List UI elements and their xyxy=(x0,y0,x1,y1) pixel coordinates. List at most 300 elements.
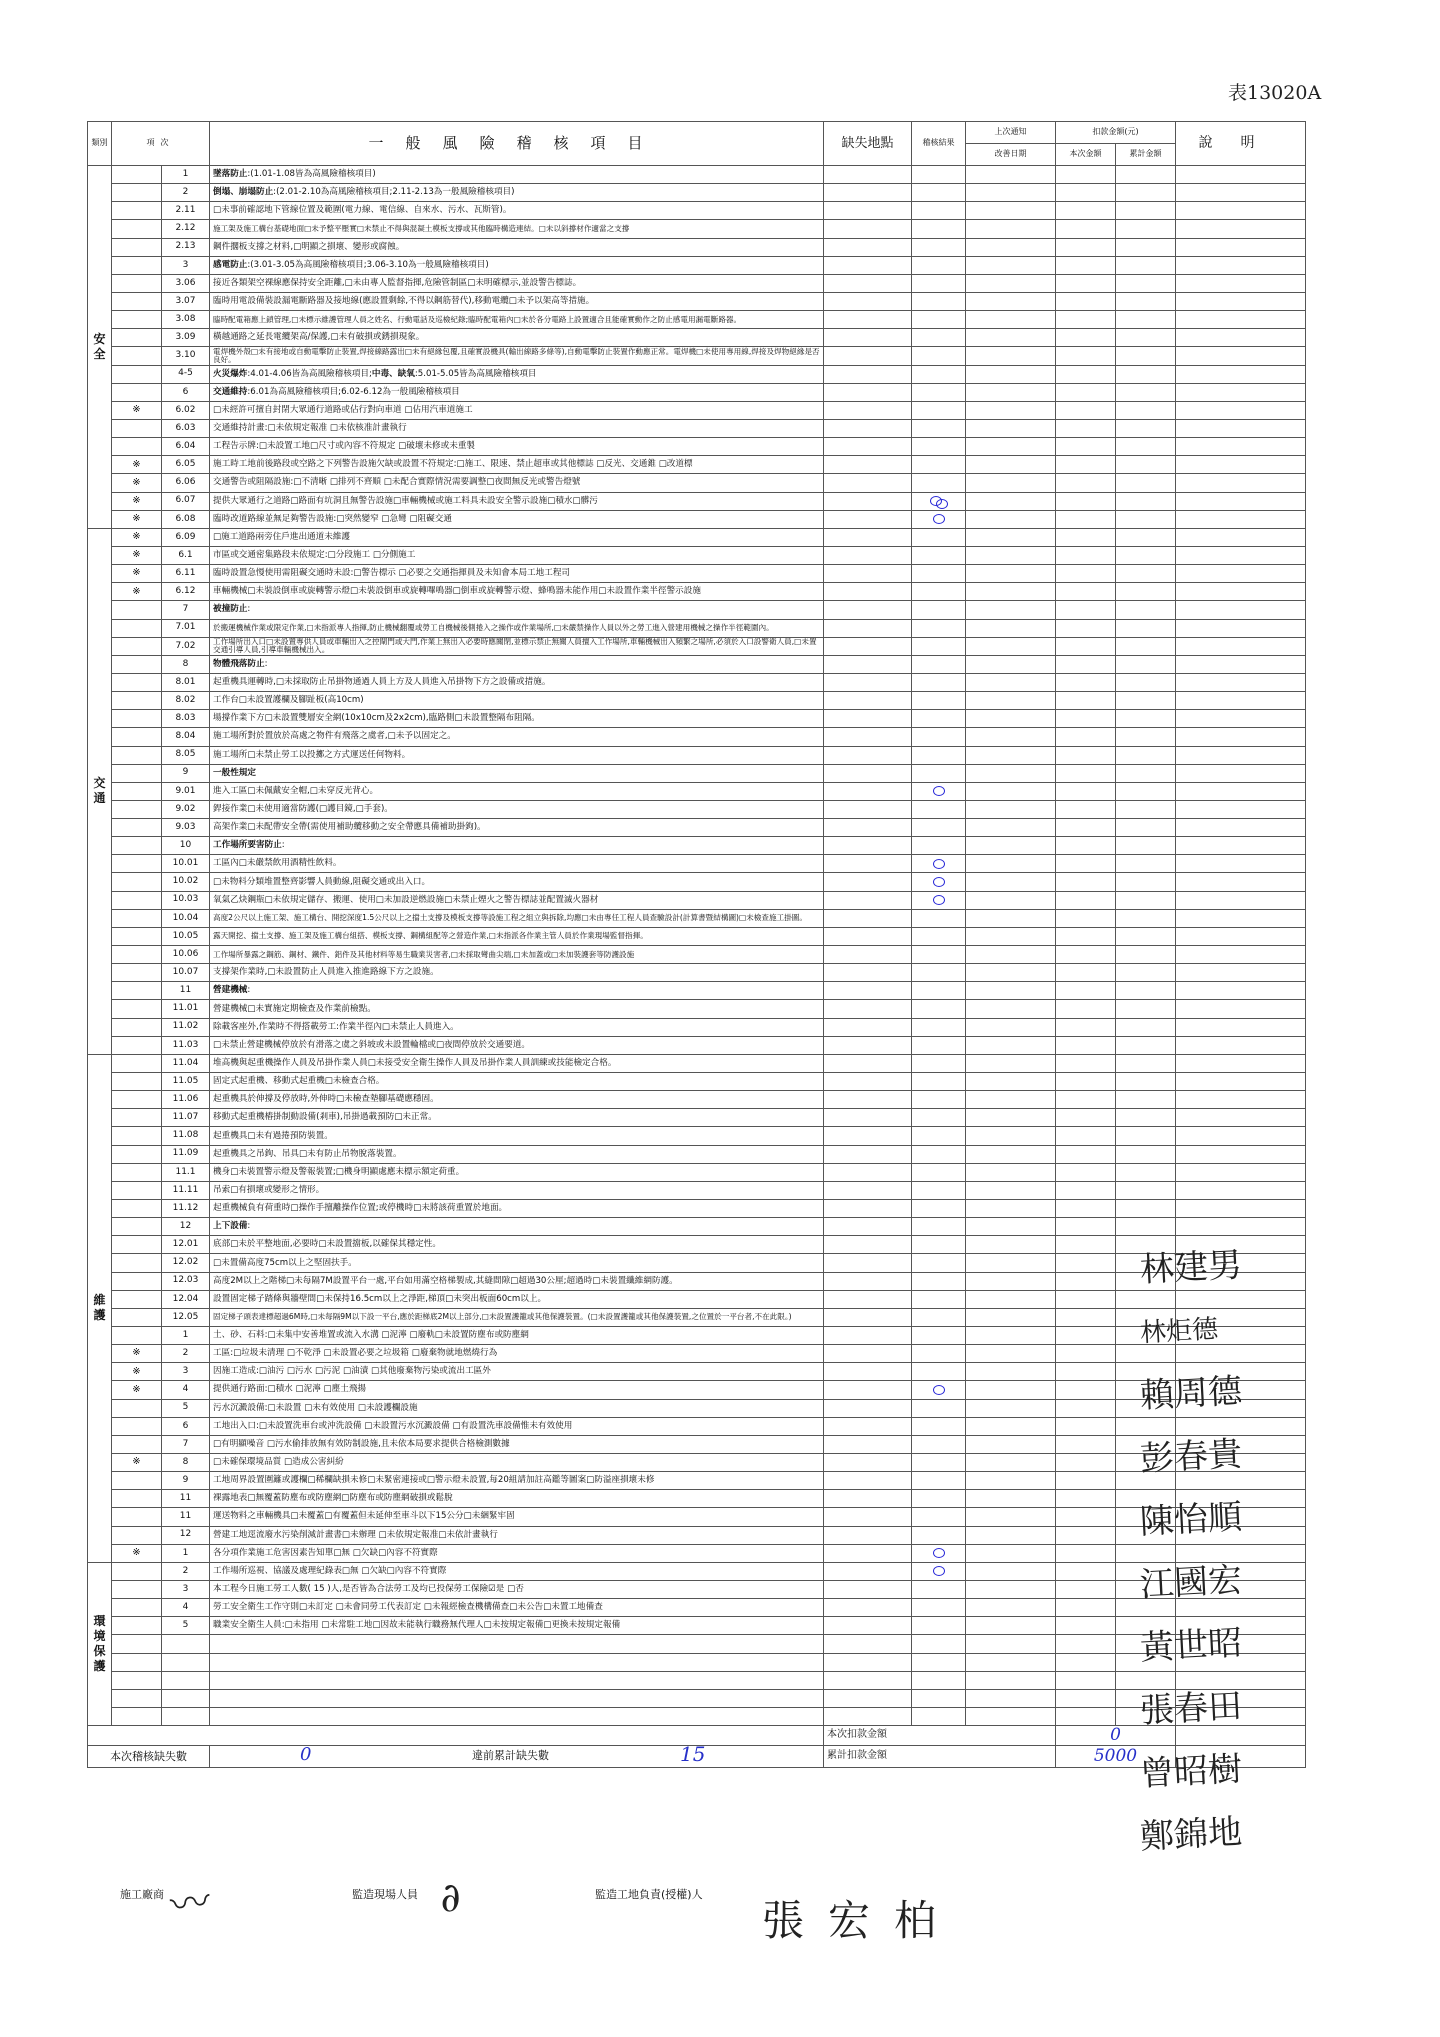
cumulative-defects-label: 違前累計缺失數 xyxy=(472,1749,549,1763)
audit-result-cell xyxy=(912,329,966,347)
total-amount-cell xyxy=(1116,1036,1176,1054)
description-cell xyxy=(1176,728,1306,746)
description-cell xyxy=(1176,456,1306,474)
improve-date-cell xyxy=(966,619,1056,637)
improve-date-cell xyxy=(966,1435,1056,1453)
audit-row xyxy=(88,565,1306,583)
audit-row xyxy=(88,347,1306,365)
contractor-signature-icon: 〰 xyxy=(167,1878,214,1930)
audit-row xyxy=(88,202,1306,220)
audit-result-cell xyxy=(912,728,966,746)
missing-location-cell xyxy=(824,1073,912,1091)
header-this-amount: 本次金額 xyxy=(1056,144,1116,166)
category-label: 安 全 xyxy=(88,166,112,529)
this-amount-cell xyxy=(1056,456,1116,474)
audit-row xyxy=(88,1490,1306,1508)
audit-result-cell xyxy=(912,1635,966,1653)
audit-row xyxy=(88,311,1306,329)
key-mark xyxy=(112,692,162,710)
missing-location-cell xyxy=(824,256,912,274)
item-number: 12 xyxy=(162,1218,210,1236)
audit-row xyxy=(88,274,1306,292)
item-number: 11.05 xyxy=(162,1073,210,1091)
item-number: 11.04 xyxy=(162,1054,210,1072)
audit-row xyxy=(88,546,1306,564)
audit-result-cell xyxy=(912,819,966,837)
missing-location-cell xyxy=(824,1036,912,1054)
description-cell xyxy=(1176,1109,1306,1127)
total-amount-cell xyxy=(1116,220,1176,238)
total-amount-cell xyxy=(1116,728,1176,746)
audit-row xyxy=(88,964,1306,982)
improve-date-cell xyxy=(966,583,1056,601)
item-number: 11.1 xyxy=(162,1163,210,1181)
audit-row xyxy=(88,1254,1306,1272)
missing-location-cell xyxy=(824,1109,912,1127)
total-amount-cell xyxy=(1116,1163,1176,1181)
key-mark: ※ xyxy=(112,456,162,474)
this-amount-cell xyxy=(1056,891,1116,909)
header-deduct: 扣款金額(元) xyxy=(1056,122,1176,144)
key-mark xyxy=(112,1163,162,1181)
audit-row xyxy=(88,1580,1306,1598)
category-label: 交 通 xyxy=(88,528,112,1054)
description-cell xyxy=(1176,637,1306,655)
this-amount-cell xyxy=(1056,1327,1116,1345)
item-number: 4 xyxy=(162,1381,210,1399)
missing-location-cell xyxy=(824,1290,912,1308)
audit-row xyxy=(88,419,1306,437)
description-cell xyxy=(1176,692,1306,710)
key-mark xyxy=(112,1599,162,1617)
key-mark xyxy=(112,365,162,383)
item-text: □未禁止營建機械停放於有滑落之虞之斜坡或未設置輪檔或□夜間停放於交通要道。 xyxy=(210,1036,824,1054)
this-amount-cell xyxy=(1056,565,1116,583)
audit-form-table xyxy=(87,121,1306,1768)
key-mark xyxy=(112,673,162,691)
key-mark xyxy=(112,1054,162,1072)
this-amount-cell xyxy=(1056,746,1116,764)
signature-3: 賴周德 xyxy=(1139,1371,1243,1417)
audit-row xyxy=(88,1145,1306,1163)
this-amount-cell xyxy=(1056,1671,1116,1689)
audit-result-cell xyxy=(912,601,966,619)
item-number: 3.06 xyxy=(162,274,210,292)
improve-date-cell xyxy=(966,256,1056,274)
missing-location-cell xyxy=(824,456,912,474)
improve-date-cell xyxy=(966,746,1056,764)
item-text: 工作場所出入口□未設置專供人員或車輛出入之控閘門或大門,作業上無出入必要時應關閉,並標示禁止無關人員擅入工作場所,車輛機械出入頻繁之場所,必須於入口設警衛人員,□未置交通引導人員,引導車輛機械出入。 xyxy=(210,637,824,655)
this-amount-cell xyxy=(1056,419,1116,437)
improve-date-cell xyxy=(966,1290,1056,1308)
improve-date-cell xyxy=(966,292,1056,310)
audit-row xyxy=(88,728,1306,746)
this-amount-cell xyxy=(1056,1707,1116,1725)
this-amount-cell xyxy=(1056,837,1116,855)
missing-location-cell xyxy=(824,1635,912,1653)
item-number: 1 xyxy=(162,1544,210,1562)
missing-location-cell xyxy=(824,347,912,365)
key-mark xyxy=(112,1254,162,1272)
audit-result-cell xyxy=(912,1689,966,1707)
item-number: 8.02 xyxy=(162,692,210,710)
this-defects-value: 0 xyxy=(300,1745,312,1766)
audit-row xyxy=(88,1109,1306,1127)
this-amount-cell xyxy=(1056,1036,1116,1054)
key-mark xyxy=(112,1417,162,1435)
total-amount-cell xyxy=(1116,1091,1176,1109)
audit-result-cell xyxy=(912,1109,966,1127)
key-mark xyxy=(112,220,162,238)
missing-location-cell xyxy=(824,474,912,492)
audit-row xyxy=(88,401,1306,419)
item-text: 底部□未於平整地面,必要時□未設置擋板,以確保其穩定性。 xyxy=(210,1236,824,1254)
audit-result-cell xyxy=(912,546,966,564)
missing-location-cell xyxy=(824,220,912,238)
audit-row xyxy=(88,982,1306,1000)
this-amount-cell xyxy=(1056,311,1116,329)
item-text: 移動式起重機樁掛制動設備(剎車),吊掛過載預防□未正常。 xyxy=(210,1109,824,1127)
this-amount-cell xyxy=(1056,1617,1116,1635)
audit-row xyxy=(88,655,1306,673)
this-amount-cell xyxy=(1056,1435,1116,1453)
audit-result-cell xyxy=(912,1036,966,1054)
item-number: 8.04 xyxy=(162,728,210,746)
description-cell xyxy=(1176,1145,1306,1163)
key-mark xyxy=(112,619,162,637)
item-text: 場撐作業下方□未設置雙層安全網(10x10cm及2x2cm),臨路側□未設置整隔布阻隔。 xyxy=(210,710,824,728)
audit-result-cell xyxy=(912,1508,966,1526)
item-text: 起重機具於伸撐及停放時,外伸時□未檢查墊腳基礎應穩固。 xyxy=(210,1091,824,1109)
improve-date-cell xyxy=(966,1163,1056,1181)
this-amount-cell xyxy=(1056,220,1116,238)
item-text: 工區內□未嚴禁飲用酒精性飲料。 xyxy=(210,855,824,873)
audit-row xyxy=(88,1562,1306,1580)
key-mark xyxy=(112,764,162,782)
key-mark xyxy=(112,329,162,347)
key-mark: ※ xyxy=(112,1544,162,1562)
item-number xyxy=(162,1689,210,1707)
key-mark xyxy=(112,292,162,310)
total-amount-cell xyxy=(1116,1073,1176,1091)
audit-row xyxy=(88,891,1306,909)
improve-date-cell xyxy=(966,347,1056,365)
missing-location-cell xyxy=(824,1490,912,1508)
key-mark xyxy=(112,1308,162,1326)
missing-location-cell xyxy=(824,1181,912,1199)
item-number: 11.07 xyxy=(162,1109,210,1127)
this-amount-cell xyxy=(1056,274,1116,292)
this-amount-cell xyxy=(1056,510,1116,528)
item-number: 5 xyxy=(162,1399,210,1417)
reviewer-signatures xyxy=(1140,1235,1310,1865)
this-amount-cell xyxy=(1056,855,1116,873)
item-number xyxy=(162,1671,210,1689)
missing-location-cell xyxy=(824,401,912,419)
key-mark xyxy=(112,1526,162,1544)
missing-location-cell xyxy=(824,837,912,855)
this-amount-cell xyxy=(1056,873,1116,891)
total-amount-cell xyxy=(1116,565,1176,583)
item-text: 工地周界設置圍籬或護欄□稀欄缺損未修□未緊密連接或□警示燈未設置,每20組請加註高鑑等圖案□防溢座損壞未修 xyxy=(210,1472,824,1490)
key-mark xyxy=(112,927,162,945)
this-amount-cell xyxy=(1056,1272,1116,1290)
item-number: 2 xyxy=(162,184,210,202)
audit-result-cell xyxy=(912,1671,966,1689)
circle-mark-icon xyxy=(936,499,948,509)
missing-location-cell xyxy=(824,166,912,184)
audit-result-cell xyxy=(912,1707,966,1725)
key-mark xyxy=(112,1399,162,1417)
item-text: 車輛機械□未裝設倒車或旋轉警示燈□未裝設倒車或旋轉嗶鳴器□倒車或旋轉警示燈、蜂鳴器未能作用□未設置作業半徑警示設施 xyxy=(210,583,824,601)
key-mark xyxy=(112,1018,162,1036)
key-mark xyxy=(112,1580,162,1598)
missing-location-cell xyxy=(824,673,912,691)
key-mark xyxy=(112,184,162,202)
description-cell xyxy=(1176,819,1306,837)
missing-location-cell xyxy=(824,855,912,873)
item-number: 10.05 xyxy=(162,927,210,945)
item-text: 機身□未裝置警示燈及警報裝置;□機身明顯處應未標示額定荷重。 xyxy=(210,1163,824,1181)
total-amount-cell xyxy=(1116,909,1176,927)
improve-date-cell xyxy=(966,184,1056,202)
total-amount-cell xyxy=(1116,329,1176,347)
description-cell xyxy=(1176,837,1306,855)
key-mark xyxy=(112,1435,162,1453)
item-number: 12.01 xyxy=(162,1236,210,1254)
audit-row xyxy=(88,166,1306,184)
audit-result-cell xyxy=(912,383,966,401)
audit-result-cell xyxy=(912,1490,966,1508)
audit-row xyxy=(88,1290,1306,1308)
category-label: 環 境 保 護 xyxy=(88,1562,112,1725)
item-number: 9.03 xyxy=(162,819,210,837)
total-amount-cell xyxy=(1116,855,1176,873)
audit-row xyxy=(88,1308,1306,1326)
item-text: 堆高機與起重機操作人員及吊掛作業人員□未接受安全衛生操作人員及吊掛作業人員訓練或技能檢定合格。 xyxy=(210,1054,824,1072)
key-mark xyxy=(112,1036,162,1054)
item-text: 氧氣乙炔鋼瓶□未依規定儲存、搬運、使用□未加設逆燃設施□未禁止煙火之警告標誌並配置滅火器材 xyxy=(210,891,824,909)
item-text: 高度2M以上之階梯□未每隔7M設置平台一處,平台如用滿空格梯製成,其縫間隙□超過30公厘;超過時□未裝置纖維網防護。 xyxy=(210,1272,824,1290)
improve-date-cell xyxy=(966,383,1056,401)
missing-location-cell xyxy=(824,728,912,746)
audit-result-cell xyxy=(912,311,966,329)
key-mark xyxy=(112,1145,162,1163)
missing-location-cell xyxy=(824,1145,912,1163)
description-cell xyxy=(1176,1091,1306,1109)
key-mark xyxy=(112,964,162,982)
this-amount-cell xyxy=(1056,1236,1116,1254)
item-text: 因施工造成:□油污 □污水 □污泥 □油漬 □其他廢棄物污染或流出工區外 xyxy=(210,1363,824,1381)
missing-location-cell xyxy=(824,1435,912,1453)
improve-date-cell xyxy=(966,800,1056,818)
this-amount-cell xyxy=(1056,1308,1116,1326)
description-cell xyxy=(1176,764,1306,782)
this-amount-cell xyxy=(1056,964,1116,982)
description-cell xyxy=(1176,528,1306,546)
audit-row xyxy=(88,1218,1306,1236)
description-cell xyxy=(1176,184,1306,202)
description-cell xyxy=(1176,1000,1306,1018)
missing-location-cell xyxy=(824,546,912,564)
missing-location-cell xyxy=(824,1254,912,1272)
signature-8: 張春田 xyxy=(1139,1686,1243,1732)
description-cell xyxy=(1176,347,1306,365)
this-amount-cell xyxy=(1056,1218,1116,1236)
audit-result-cell xyxy=(912,220,966,238)
improve-date-cell xyxy=(966,419,1056,437)
key-mark xyxy=(112,1689,162,1707)
key-mark xyxy=(112,1272,162,1290)
description-cell xyxy=(1176,964,1306,982)
key-mark xyxy=(112,1472,162,1490)
audit-result-cell xyxy=(912,855,966,873)
total-amount-cell xyxy=(1116,256,1176,274)
audit-result-cell xyxy=(912,1000,966,1018)
key-mark xyxy=(112,873,162,891)
missing-location-cell xyxy=(824,1580,912,1598)
description-cell xyxy=(1176,438,1306,456)
total-amount-cell xyxy=(1116,964,1176,982)
item-text: 臨時設置急慢使用需阻礙交通時未設:□警告標示 □必要之交通指揮員及未知會本局工地工程司 xyxy=(210,565,824,583)
audit-result-cell xyxy=(912,1127,966,1145)
key-mark xyxy=(112,728,162,746)
this-amount-cell xyxy=(1056,329,1116,347)
key-mark xyxy=(112,1490,162,1508)
missing-location-cell xyxy=(824,655,912,673)
header-title: 一般風險稽核項目 xyxy=(210,122,824,166)
item-number: 3 xyxy=(162,1580,210,1598)
description-cell xyxy=(1176,1018,1306,1036)
item-number: 6.12 xyxy=(162,583,210,601)
description-cell xyxy=(1176,202,1306,220)
total-amount-cell xyxy=(1116,528,1176,546)
item-text xyxy=(210,1689,824,1707)
key-mark xyxy=(112,1508,162,1526)
missing-location-cell xyxy=(824,1200,912,1218)
missing-location-cell xyxy=(824,1653,912,1671)
audit-result-cell xyxy=(912,1181,966,1199)
this-amount-cell xyxy=(1056,1345,1116,1363)
improve-date-cell xyxy=(966,311,1056,329)
item-number: 12.05 xyxy=(162,1308,210,1326)
audit-result-cell xyxy=(912,1580,966,1598)
key-mark xyxy=(112,1707,162,1725)
item-text: 銲接作業□未使用適當防護(□護目鏡,□手套)。 xyxy=(210,800,824,818)
total-amount-cell xyxy=(1116,692,1176,710)
item-text: 起重機具運轉時,□未採取防止吊掛物通過人員上方及人員進入吊掛物下方之設備或措施。 xyxy=(210,673,824,691)
audit-result-cell xyxy=(912,528,966,546)
audit-result-cell xyxy=(912,891,966,909)
this-amount-cell xyxy=(1056,256,1116,274)
improve-date-cell xyxy=(966,1018,1056,1036)
audit-row xyxy=(88,800,1306,818)
total-amount-cell xyxy=(1116,202,1176,220)
item-text: 各分項作業施工危害因素告知單□無 □欠缺□內容不符實際 xyxy=(210,1544,824,1562)
signature-9: 曾昭樹 xyxy=(1139,1749,1243,1795)
audit-row xyxy=(88,1635,1306,1653)
item-number: 3 xyxy=(162,256,210,274)
item-number: 7 xyxy=(162,1435,210,1453)
this-amount-cell xyxy=(1056,637,1116,655)
audit-row xyxy=(88,1526,1306,1544)
missing-location-cell xyxy=(824,292,912,310)
improve-date-cell xyxy=(966,1127,1056,1145)
key-mark xyxy=(112,909,162,927)
item-number: 3 xyxy=(162,1363,210,1381)
audit-result-cell xyxy=(912,692,966,710)
contractor-label: 施工廠商 xyxy=(120,1888,164,1901)
item-number: 10.02 xyxy=(162,873,210,891)
item-text: 營建機械: xyxy=(210,982,824,1000)
audit-row xyxy=(88,637,1306,655)
improve-date-cell xyxy=(966,855,1056,873)
audit-row xyxy=(88,1181,1306,1199)
audit-row xyxy=(88,1054,1306,1072)
item-text: 施工場所對於置放於高處之物件有飛落之虞者,□未予以固定之。 xyxy=(210,728,824,746)
audit-row xyxy=(88,365,1306,383)
total-amount-cell xyxy=(1116,492,1176,510)
total-amount-cell xyxy=(1116,782,1176,800)
this-amount-cell xyxy=(1056,800,1116,818)
item-text: 墜落防止:(1.01-1.08皆為高風險稽核項目) xyxy=(210,166,824,184)
audit-result-cell xyxy=(912,1200,966,1218)
improve-date-cell xyxy=(966,819,1056,837)
item-text: □有明顯噪音 □污水偷排放無有效防制設施,且未依本局要求提供合格檢測數據 xyxy=(210,1435,824,1453)
improve-date-cell xyxy=(966,1453,1056,1471)
audit-row xyxy=(88,1000,1306,1018)
this-amount-cell xyxy=(1056,728,1116,746)
description-cell xyxy=(1176,383,1306,401)
audit-row xyxy=(88,456,1306,474)
audit-row xyxy=(88,383,1306,401)
this-amount-cell xyxy=(1056,1200,1116,1218)
header-last-notice: 上次通知 xyxy=(966,122,1056,144)
missing-location-cell xyxy=(824,365,912,383)
signature-10: 鄭錦地 xyxy=(1139,1812,1243,1858)
audit-result-cell xyxy=(912,1327,966,1345)
this-amount-cell xyxy=(1056,583,1116,601)
improve-date-cell xyxy=(966,1000,1056,1018)
total-amount-cell xyxy=(1116,837,1176,855)
key-mark: ※ xyxy=(112,401,162,419)
description-cell xyxy=(1176,492,1306,510)
this-amount-cell xyxy=(1056,692,1116,710)
audit-row xyxy=(88,909,1306,927)
audit-row xyxy=(88,292,1306,310)
missing-location-cell xyxy=(824,1689,912,1707)
form-code: 表13020A xyxy=(1228,82,1322,104)
item-number: 11.08 xyxy=(162,1127,210,1145)
audit-row xyxy=(88,329,1306,347)
item-text: 起重機具□未有過捲預防裝置。 xyxy=(210,1127,824,1145)
audit-row xyxy=(88,238,1306,256)
missing-location-cell xyxy=(824,982,912,1000)
item-text: 工作場所要害防止: xyxy=(210,837,824,855)
description-cell xyxy=(1176,166,1306,184)
header-description: 說明 xyxy=(1176,122,1306,166)
missing-location-cell xyxy=(824,873,912,891)
improve-date-cell xyxy=(966,1200,1056,1218)
audit-row xyxy=(88,837,1306,855)
total-amount-cell xyxy=(1116,710,1176,728)
audit-row xyxy=(88,782,1306,800)
missing-location-cell xyxy=(824,1599,912,1617)
improve-date-cell xyxy=(966,1036,1056,1054)
this-amount-cell xyxy=(1056,166,1116,184)
audit-result-cell xyxy=(912,1018,966,1036)
audit-row xyxy=(88,1036,1306,1054)
